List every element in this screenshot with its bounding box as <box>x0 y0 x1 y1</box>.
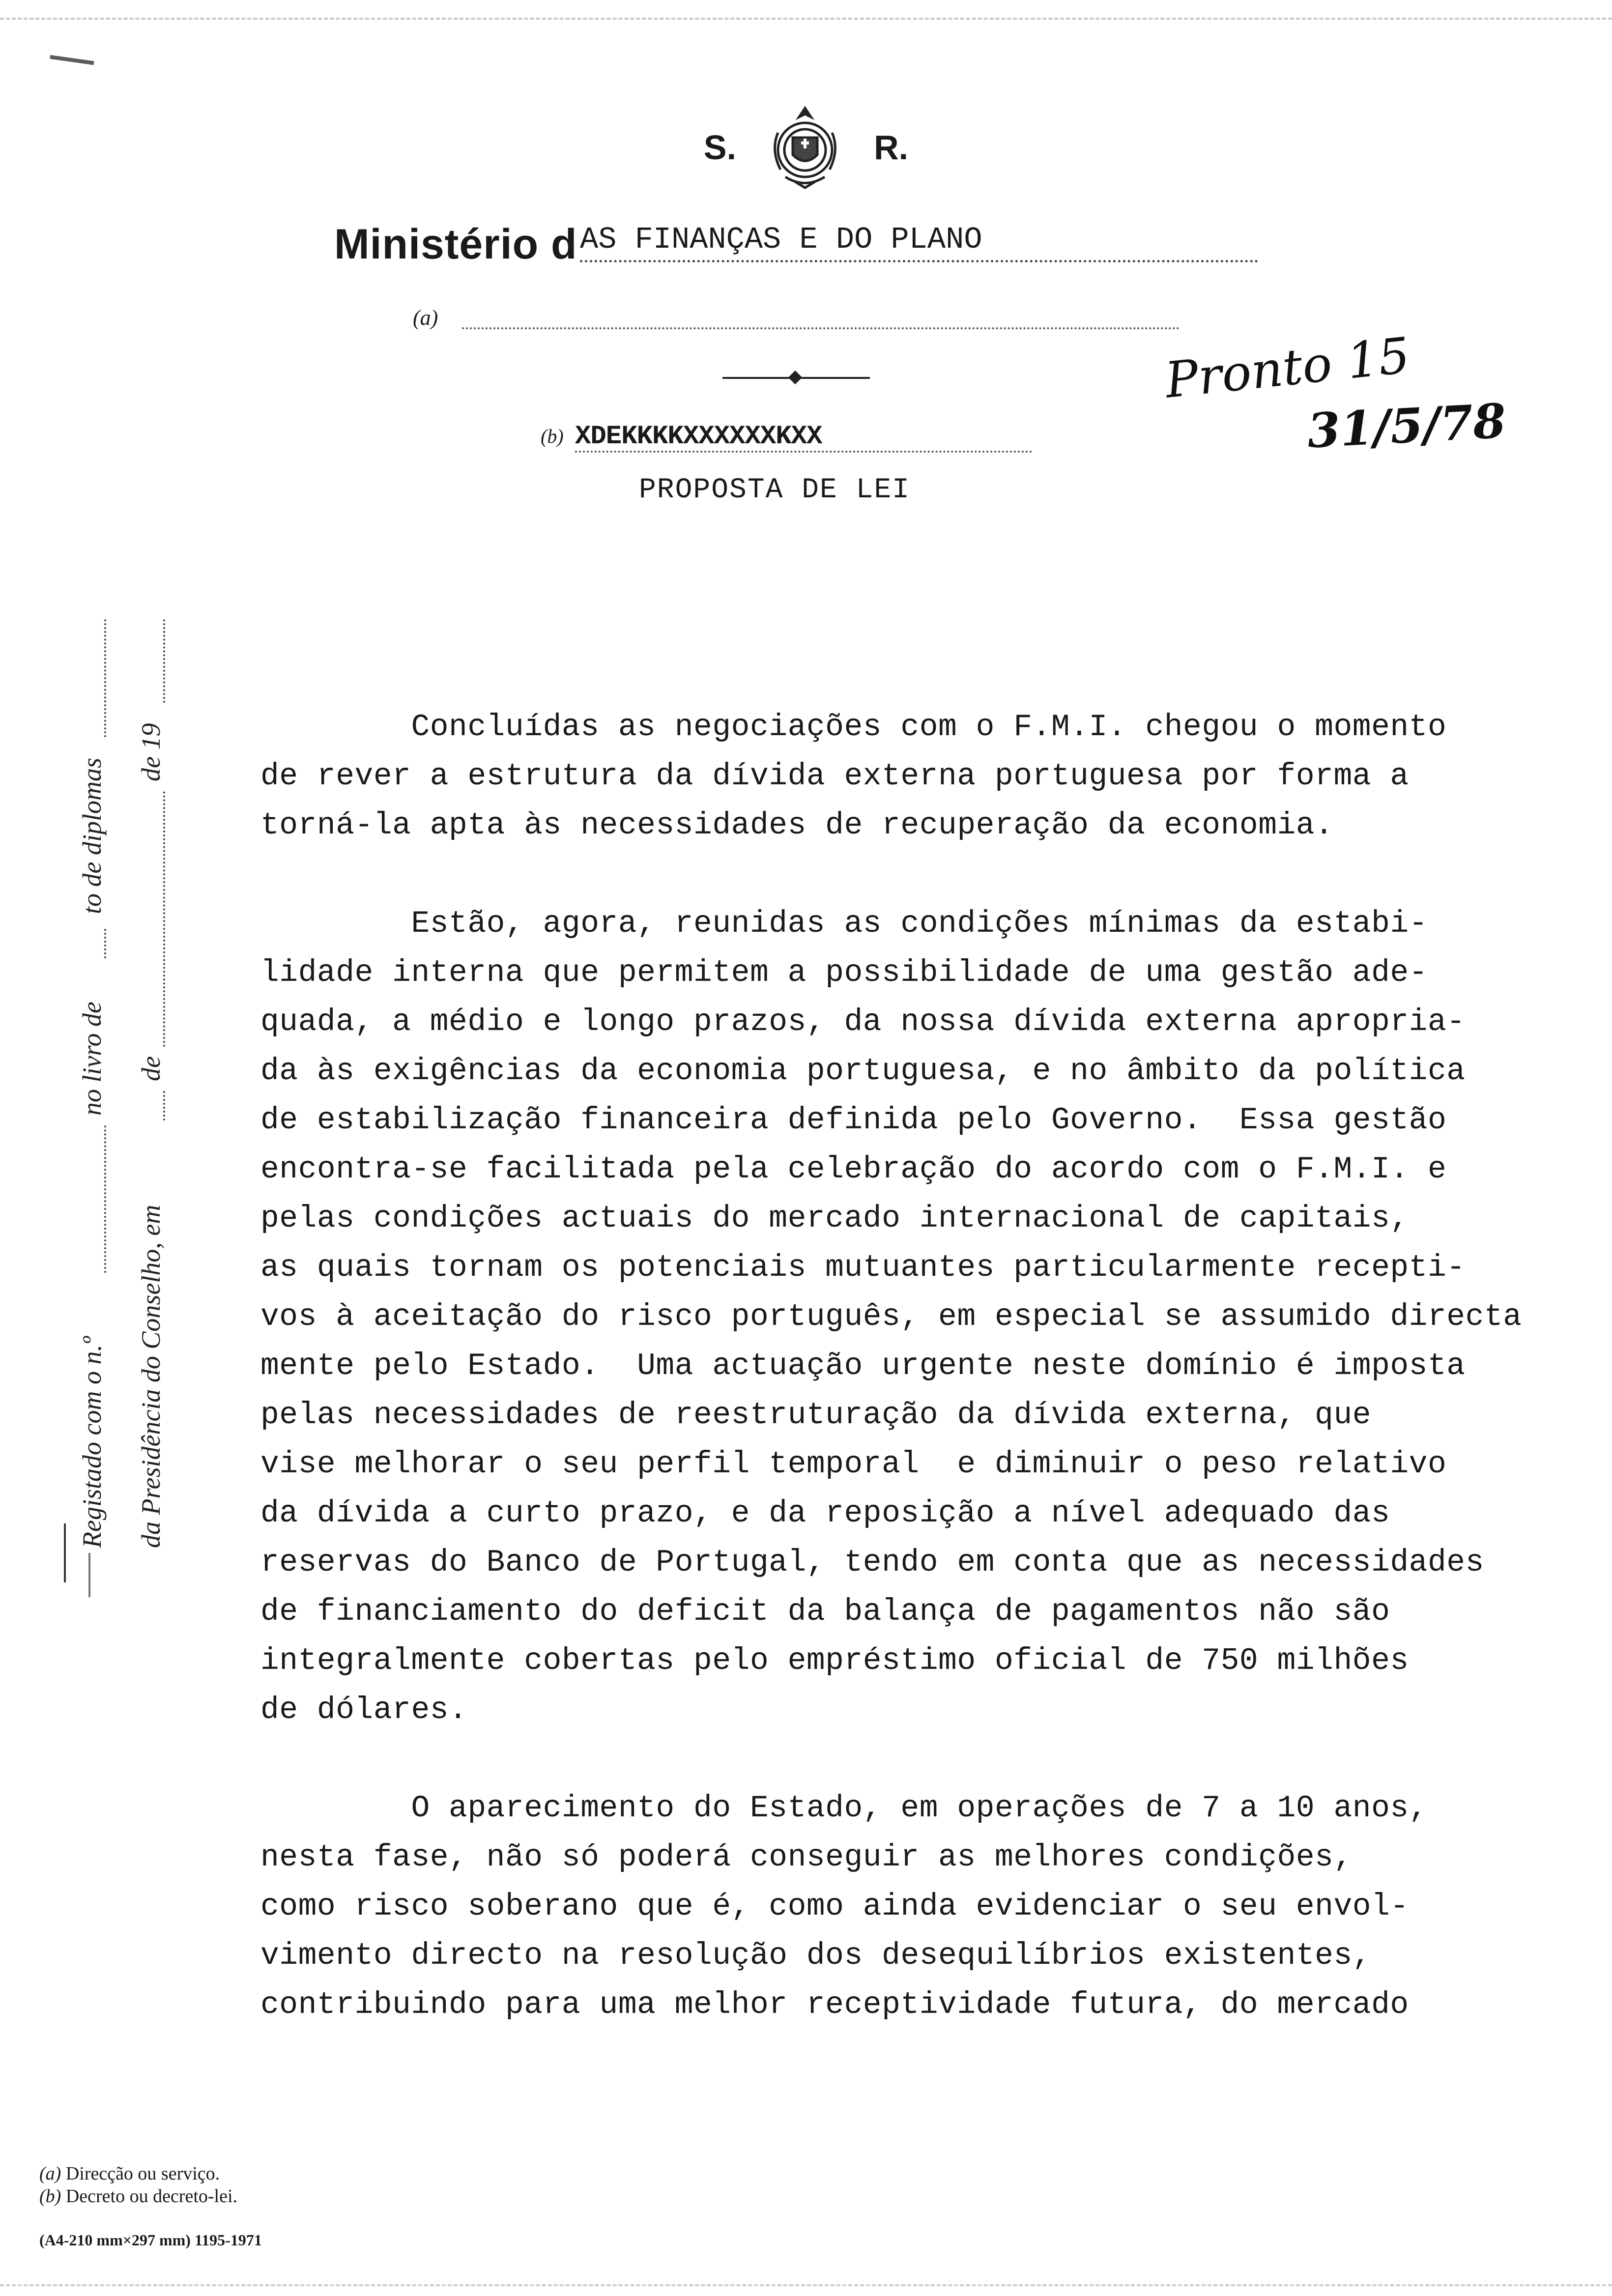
body-text <box>260 703 1597 2079</box>
stamp-registered-label: Registado com o n.º <box>77 1336 107 1548</box>
text-line: mente pelo Estado. Uma actuação urgente neste domínio é imposta <box>260 1349 1466 1383</box>
ministry-line <box>334 206 1268 268</box>
diamond-divider <box>722 373 870 382</box>
stamp-presidency-label: da Presidência do Conselho, em <box>136 1205 166 1548</box>
handwritten-note-date: 31/5/78 <box>1306 393 1507 459</box>
footnote-a-key: (a) <box>39 2163 61 2184</box>
stamp-year-label: de 19 <box>136 723 166 781</box>
form-code: (A4-210 mm×297 mm) 1195-1971 <box>39 2231 262 2249</box>
letterhead-sr <box>659 103 953 192</box>
text-line: lidade interna que permitem a possibilidade de uma gestão ade- <box>260 955 1428 990</box>
stamp-diplomas-label: to de diplomas <box>77 758 107 914</box>
text-line: contribuindo para uma melhor receptividade futura, do mercado <box>260 1987 1409 2022</box>
margin-marks <box>54 1523 103 1602</box>
s-letter: S. <box>703 128 737 167</box>
text-line: reservas do Banco de Portugal, tendo em conta que as necessidades <box>260 1545 1484 1580</box>
service-field-label: (a) <box>413 306 438 330</box>
handwritten-note <box>1150 324 1507 472</box>
registration-stamp <box>74 614 192 1548</box>
stamp-book-label: no livro de <box>77 1002 107 1116</box>
paragraph-2 <box>260 899 1597 1735</box>
footnote-b-key: (b) <box>39 2186 61 2207</box>
text-line: de dólares. <box>260 1693 468 1727</box>
diamond-icon <box>788 371 802 384</box>
text-line: como risco soberano que é, como ainda evidenciar o seu envol- <box>260 1889 1409 1924</box>
footnotes <box>39 2162 629 2208</box>
text-line: encontra-se facilitada pela celebração do acordo com o F.M.I. e <box>260 1152 1447 1187</box>
footnote-a-text: Direcção ou serviço. <box>65 2163 220 2184</box>
paragraph-3 <box>260 1784 1597 2030</box>
decree-field <box>541 415 1032 455</box>
footnote-b <box>39 2185 629 2208</box>
text-line: vimento directo na resolução dos desequilíbrios existentes, <box>260 1938 1372 1973</box>
text-line: as quais tornam os potenciais mutuantes particularmente recepti- <box>260 1250 1466 1285</box>
text-line: Estão, agora, reunidas as condições mínimas da estabi- <box>260 906 1428 941</box>
text-line: da dívida a curto prazo, e da reposição a nível adequado das <box>260 1496 1390 1531</box>
scan-edge-top <box>0 18 1612 24</box>
coat-of-arms-icon <box>766 103 844 192</box>
handwritten-note-line1: Pronto 15 <box>1162 326 1412 409</box>
service-field <box>413 300 1180 334</box>
paragraph-1 <box>260 703 1597 850</box>
footnote-a <box>39 2162 629 2185</box>
text-line: de rever a estrutura da dívida externa portuguesa por forma a <box>260 759 1409 794</box>
text-line: pelas necessidades de reestruturação da dívida externa, que <box>260 1398 1372 1433</box>
text-line: torná-la apta às necessidades de recuperação da economia. <box>260 808 1334 843</box>
text-line: O aparecimento do Estado, em operações de 7 a 10 anos, <box>260 1791 1428 1826</box>
text-line: Concluídas as negociações com o F.M.I. chegou o momento <box>260 710 1447 745</box>
decree-field-label: (b) <box>541 425 564 447</box>
text-line: integralmente cobertas pelo empréstimo oficial de 750 milhões <box>260 1643 1409 1678</box>
text-line: pelas condições actuais do mercado internacional de capitais, <box>260 1201 1409 1236</box>
text-line: de financiamento do deficit da balança de pagamentos não são <box>260 1594 1390 1629</box>
stamp-de-label: de <box>136 1056 166 1081</box>
service-field-dots <box>462 327 1180 329</box>
decree-field-struck-value: XDEKKKKXXXXXXKXX <box>575 422 822 452</box>
document-type: PROPOSTA DE LEI <box>639 474 911 506</box>
footnote-b-text: Decreto ou decreto-lei. <box>65 2186 238 2207</box>
r-letter: R. <box>874 128 909 167</box>
text-line: nesta fase, não só poderá conseguir as melhores condições, <box>260 1840 1353 1875</box>
ministry-name-field <box>580 222 1258 262</box>
text-line: de estabilização financeira definida pelo Governo. Essa gestão <box>260 1103 1447 1138</box>
ministry-label: Ministério d <box>334 221 577 268</box>
text-line: quada, a médio e longo prazos, da nossa dívida externa apropria- <box>260 1004 1466 1039</box>
text-line: vise melhorar o seu perfil temporal e diminuir o peso relativo <box>260 1447 1447 1482</box>
text-line: da às exigências da economia portuguesa, e no âmbito da política <box>260 1054 1466 1089</box>
scan-edge-bottom <box>0 2284 1612 2289</box>
corner-mark <box>48 55 94 75</box>
text-line: vos à aceitação do risco português, em especial se assumido directa <box>260 1299 1522 1334</box>
ministry-name: AS FINANÇAS E DO PLANO <box>580 222 982 257</box>
